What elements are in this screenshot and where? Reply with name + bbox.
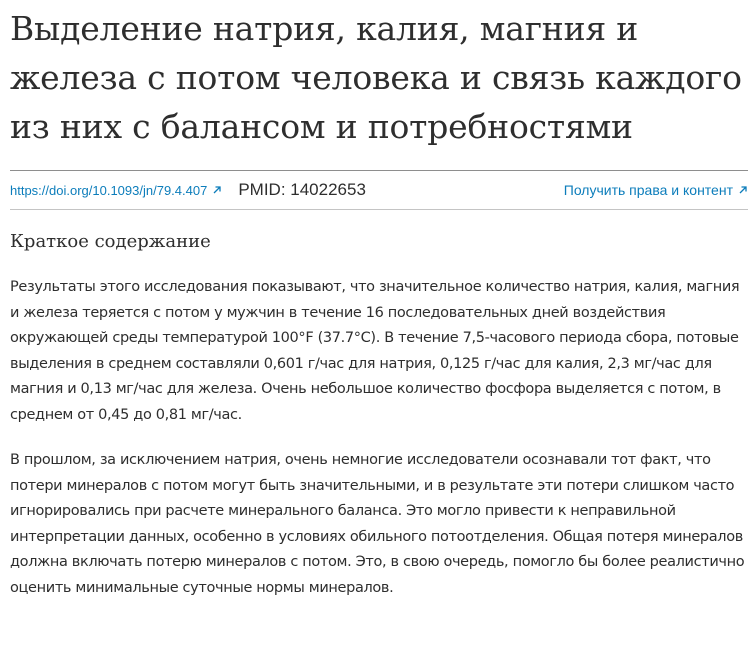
article-meta-bar xyxy=(10,170,748,209)
rights-link-text: Получить права и контент xyxy=(563,182,733,198)
article-title: Выделение натрия, калия, магния и железа с потом человека и связь каждого из них с балансом и потребностями xyxy=(10,9,742,146)
doi-link[interactable] xyxy=(10,183,222,198)
get-rights-link[interactable] xyxy=(564,182,748,198)
abstract-heading: Краткое содержание xyxy=(10,231,211,252)
abstract-paragraph: Результаты этого исследования показывают, что значительное количество натрия, калия, магния и железа теряется с потом у мужчин в течение 16 последовательных дней воздействия окружающей среды температурой 100°F (37.7°C). В течение 7,5-часового периода сбора, потовые выделения в среднем составляли 0,601 г/час для натрия, 0,125 г/час для калия, 2,3 мг/час для магния и 0,13 мг/час для железа. Очень небольшое количество фосфора выделяется с потом, в среднем от 0,45 до 0,81 мг/час. xyxy=(10,279,740,423)
abstract-section xyxy=(10,209,748,601)
identifiers xyxy=(10,180,366,200)
article-page xyxy=(10,0,748,601)
abstract-paragraph: В прошлом, за исключением натрия, очень немногие исследователи осознавали тот факт, что потери минералов с потом могут быть значительными, и в результате эти потери слишком часто игнорировались при расчете минерального баланса. Это могло привести к неправильной интерпретации данных, особенно в условиях обильного потоотделения. Общая потеря минералов должна включать потерю минералов с потом. Это, в свою очередь, помогло бы более реалистично оценить минимальные суточные нормы минералов. xyxy=(10,452,745,596)
external-link-icon xyxy=(212,185,222,195)
pmid: PMID: 14022653 xyxy=(238,180,366,199)
doi-link-text: https://doi.org/10.1093/jn/79.4.407 xyxy=(10,182,208,198)
external-link-icon xyxy=(738,185,748,195)
